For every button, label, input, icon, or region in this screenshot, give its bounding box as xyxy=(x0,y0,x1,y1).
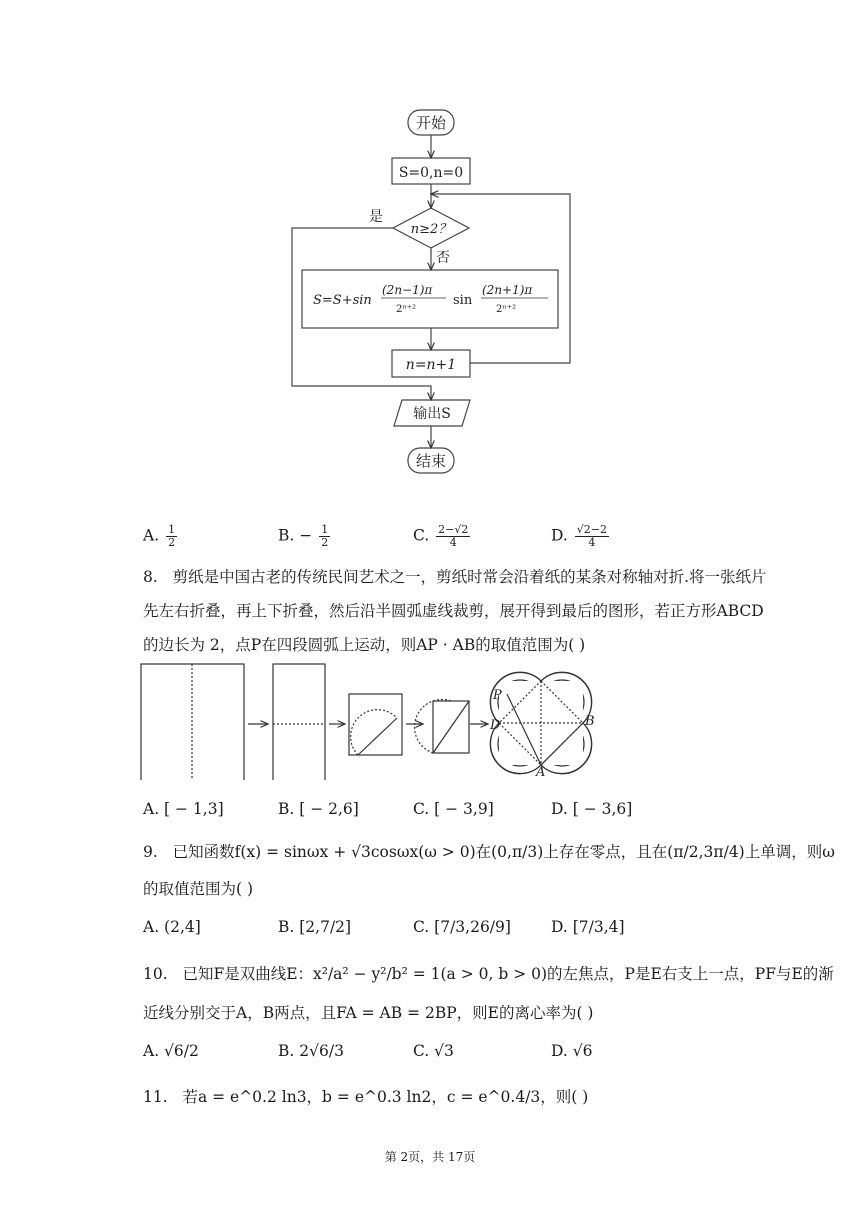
end-label: 结束 xyxy=(415,452,447,470)
q10-option-d: D. √6 xyxy=(551,1042,593,1060)
q10-option-a: A. √6/2 xyxy=(143,1042,199,1060)
output-label: 输出S xyxy=(413,406,451,422)
q7-option-d: D. $\frac{√2-2}{4}$ xyxy=(551,523,607,549)
process-formula xyxy=(313,283,548,315)
q10-line-2: 近线分别交于A，B两点，且FA = AB = 2BP，则E的离心率为( ) xyxy=(143,1004,594,1022)
q9-option-d: D. [7/3,4] xyxy=(551,918,625,936)
svg-text:2ⁿ⁺²: 2ⁿ⁺² xyxy=(496,304,516,315)
q8-line-3: 的边长为 2，点P在四段圆弧上运动，则AP · AB的取值范围为( ) xyxy=(143,636,586,654)
q7-option-b: B. − $\frac{1}{2}$ xyxy=(278,523,329,549)
svg-text:S=S+sin: S=S+sin xyxy=(313,293,372,308)
no-label: 否 xyxy=(436,250,450,266)
q8-option-d: D. [ − 3,6] xyxy=(551,800,633,818)
q9-option-c: C. [7/3,26/9] xyxy=(413,918,511,936)
condition-label: n≥2？ xyxy=(410,222,452,237)
q8-option-c: C. [ − 3,9] xyxy=(413,800,494,818)
q8-option-a: A. [ − 1,3] xyxy=(143,800,224,818)
paper-cut-figure xyxy=(0,660,860,780)
init-label: S=0,n=0 xyxy=(398,165,464,181)
svg-text:2ⁿ⁺²: 2ⁿ⁺² xyxy=(396,304,416,315)
svg-text:(2n−1)π: (2n−1)π xyxy=(382,283,433,297)
q10-line-1: 10. 已知F是双曲线E：x²/a² − y²/b² = 1(a > 0, b > 0)的左焦点，P是E右支上一点，PF与E的渐 xyxy=(143,965,834,983)
four-arc-shape xyxy=(490,672,591,773)
update-label: n=n+1 xyxy=(405,357,457,373)
flowchart xyxy=(0,0,860,490)
q11-line-1: 11. 若a = e^0.2 ln3，b = e^0.3 ln2，c = e^0.4/3，则( ) xyxy=(143,1088,589,1106)
label-b: B xyxy=(585,714,595,729)
yes-label: 是 xyxy=(369,209,383,225)
start-label: 开始 xyxy=(415,114,447,132)
svg-text:sin: sin xyxy=(453,293,473,308)
q8-option-b: B. [ − 2,6] xyxy=(278,800,359,818)
q7-option-a: A. $\frac{1}{2}$ xyxy=(143,523,176,549)
page-footer: 第 2页，共 17页 xyxy=(384,1150,476,1164)
q10-option-c: C. √3 xyxy=(413,1042,454,1060)
label-d: D xyxy=(490,718,501,733)
q9-option-b: B. [2,7/2] xyxy=(278,918,352,936)
q9-line-2: 的取值范围为( ) xyxy=(143,880,254,898)
q10-option-b: B. 2√6/3 xyxy=(278,1042,344,1060)
label-a: A xyxy=(536,765,546,780)
q8-line-1: 8. 剪纸是中国古老的传统民间艺术之一，剪纸时常会沿着纸的某条对称轴对折.将一张纸片 xyxy=(143,568,767,586)
svg-text:(2n+1)π: (2n+1)π xyxy=(482,283,533,297)
q7-option-c: C. $\frac{2-√2}{4}$ xyxy=(413,523,469,549)
q9-option-a: A. (2,4] xyxy=(143,918,201,936)
q8-line-2: 先左右折叠，再上下折叠，然后沿半圆弧虚线裁剪，展开得到最后的图形，若正方形ABCD xyxy=(143,602,764,620)
label-p: P xyxy=(493,688,502,703)
q9-line-1: 9. 已知函数f(x) = sinωx + √3cosωx(ω > 0)在(0,π/3)上存在零点，且在(π/2,3π/4)上单调，则ω xyxy=(143,843,835,861)
